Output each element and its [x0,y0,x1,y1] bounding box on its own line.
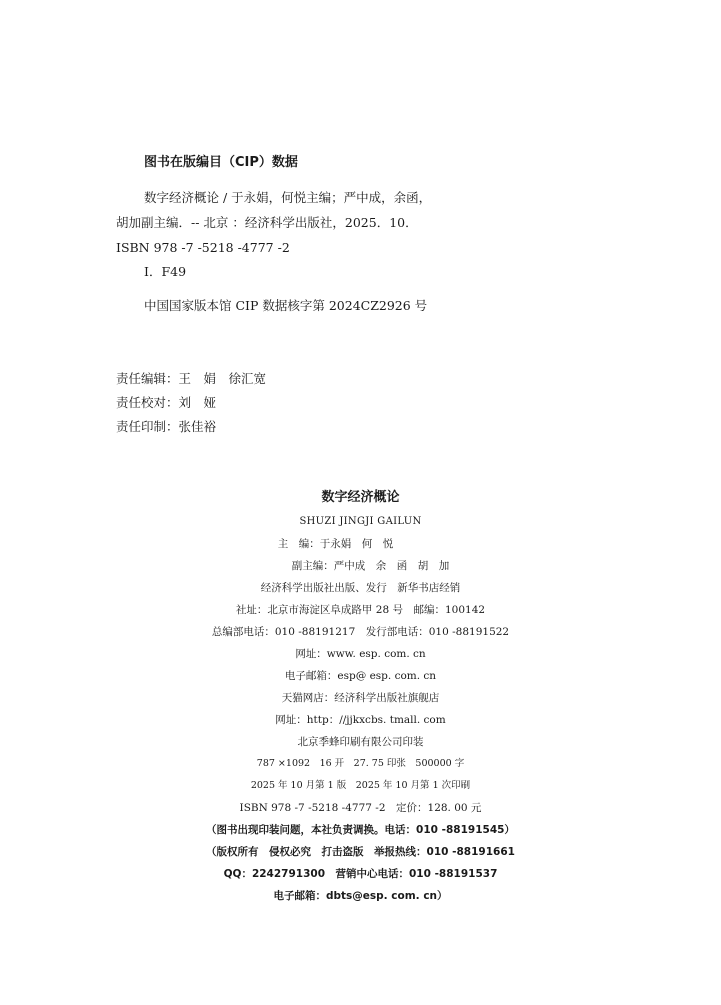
chief-editors: 主 编：于永娟 何 悦 [277,538,394,550]
associate-editors: 副主编：严中成 余 函 胡 加 [291,560,450,572]
cip-isbn: ISBN 978 -7 -5218 -4777 -2 [116,240,290,255]
phone-line: 总编部电话：010 -88191217 发行部电话：010 -88191522 [211,626,510,638]
isbn-price-line: ISBN 978 -7 -5218 -4777 -2 定价：128. 00 元 [239,802,482,814]
report-email-line: 电子邮箱：dbts@esp. com. cn） [273,890,448,902]
publisher-line: 经济科学出版社出版、发行 新华书店经销 [260,582,461,594]
edition-line: 2025 年 10 月第 1 版 2025 年 10 月第 1 次印刷 [250,780,471,791]
tmall-url-line: 网址：http：//jjkxcbs. tmall. com [275,714,446,726]
email-line: 电子邮箱：esp@ esp. com. cn [284,670,437,682]
website-line: 网址：www. esp. com. cn [295,648,426,660]
pinyin-title: SHUZI JINGJI GAILUN [299,516,422,527]
contact-qq-line: QQ：2242791300 营销中心电话：010 -88191537 [223,868,498,880]
responsible-editor: 责任编辑：王 娟 徐汇宽 [116,371,267,386]
cip-record-number: 中国国家版本馆 CIP 数据核字第 2024CZ2926 号 [144,298,428,313]
cip-classification: Ⅰ．F49 [144,264,187,279]
tmall-store-line: 天猫网店：经济科学出版社旗舰店 [281,692,440,704]
cip-line-1: 数字经济概论 / 于永娟，何悦主编；严中成，余函， [144,190,432,205]
printer-line: 北京季蜂印刷有限公司印装 [297,736,424,748]
responsible-printing: 责任印制：张佳裕 [116,419,217,434]
book-title: 数字经济概论 [321,490,400,505]
copyright-notice: （版权所有 侵权必究 打击盗版 举报热线：010 -88191661 [206,846,515,858]
format-line: 787 ×1092 16 开 27. 75 印张 500000 字 [256,758,465,769]
address-line: 社址：北京市海淀区阜成路甲 28 号 邮编：100142 [235,604,486,616]
responsible-proofreader: 责任校对：刘 娅 [116,395,217,410]
cip-heading: 图书在版编目（CIP）数据 [144,155,298,170]
cip-line-2: 胡加副主编．-- 北京 ：经济科学出版社，2025．10． [116,215,418,230]
print-quality-notice: （图书出现印装问题，本社负责调换。电话：010 -88191545） [206,824,515,836]
